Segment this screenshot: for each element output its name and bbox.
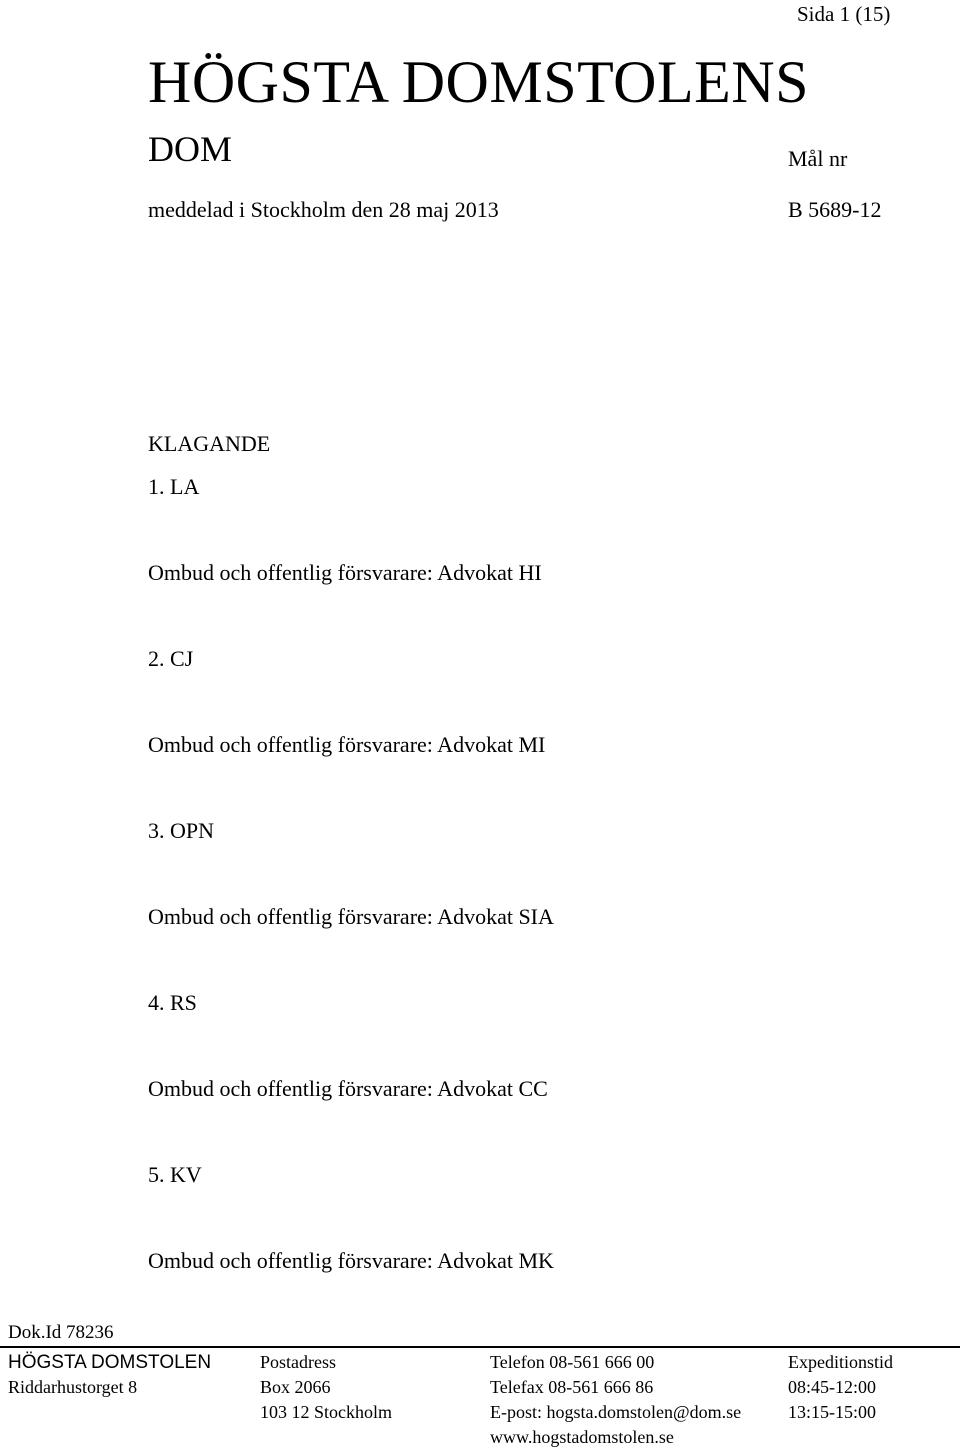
- party-item: [148, 646, 554, 758]
- footer-phone: Telefon 08-561 666 00: [490, 1352, 655, 1372]
- footer-hours: [788, 1350, 893, 1425]
- party-counsel: Ombud och offentlig försvarare: Advokat MK: [148, 1248, 554, 1273]
- document-type: DOM: [148, 129, 233, 169]
- party-counsel: Ombud och offentlig försvarare: Advokat SIA: [148, 904, 554, 929]
- footer-contact: [490, 1350, 741, 1450]
- footer-court-name: HÖGSTA DOMSTOLEN: [8, 1352, 212, 1373]
- party-name: 2. CJ: [148, 646, 194, 671]
- footer-divider: [0, 1346, 960, 1348]
- issued-line: meddelad i Stockholm den 28 maj 2013: [148, 197, 499, 222]
- party-item: [148, 1162, 554, 1274]
- footer-hours-afternoon: 13:15-15:00: [788, 1402, 876, 1422]
- party-counsel: Ombud och offentlig försvarare: Advokat HI: [148, 560, 542, 585]
- case-number: B 5689-12: [788, 197, 882, 222]
- party-item: [148, 990, 554, 1102]
- party-item: [148, 818, 554, 930]
- document-id: Dok.Id 78236: [8, 1322, 114, 1343]
- appellants-heading: KLAGANDE: [148, 431, 271, 456]
- footer-fax: Telefax 08-561 666 86: [490, 1377, 654, 1397]
- party-list: [148, 474, 554, 1274]
- footer-email[interactable]: E-post: hogsta.domstolen@dom.se: [490, 1402, 742, 1422]
- footer-postal: [260, 1350, 392, 1425]
- footer-hours-label: Expeditionstid: [788, 1352, 893, 1372]
- party-name: 4. RS: [148, 990, 197, 1015]
- party-name: 3. OPN: [148, 818, 215, 843]
- party-item: [148, 474, 554, 586]
- footer-box: Box 2066: [260, 1377, 331, 1397]
- party-name: 5. KV: [148, 1162, 202, 1187]
- footer-postal-city: 103 12 Stockholm: [260, 1402, 393, 1422]
- party-name: 1. LA: [148, 474, 200, 499]
- footer-street: Riddarhustorget 8: [8, 1377, 138, 1397]
- party-counsel: Ombud och offentlig försvarare: Advokat MI: [148, 732, 546, 757]
- footer-hours-morning: 08:45-12:00: [788, 1377, 876, 1397]
- page-number: Sida 1 (15): [797, 2, 891, 26]
- case-number-label: Mål nr: [788, 146, 848, 171]
- court-title: HÖGSTA DOMSTOLENS: [148, 49, 809, 115]
- footer-website[interactable]: www.hogstadomstolen.se: [490, 1427, 674, 1447]
- footer-address: [8, 1350, 211, 1400]
- party-counsel: Ombud och offentlig försvarare: Advokat CC: [148, 1076, 548, 1101]
- footer-postal-label: Postadress: [260, 1352, 336, 1372]
